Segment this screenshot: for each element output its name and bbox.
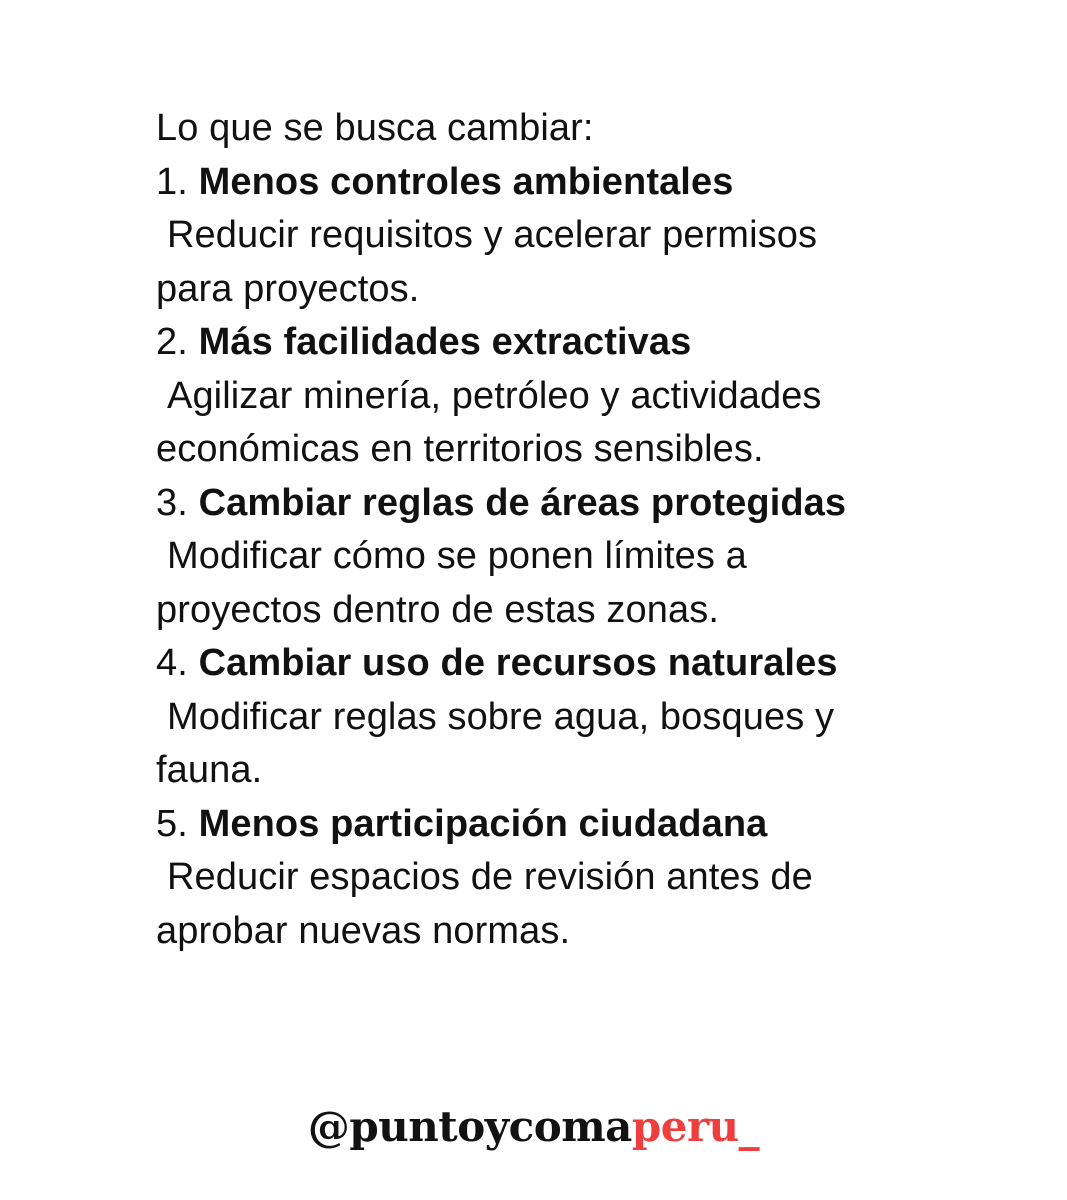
item-number: 1. — [156, 160, 188, 203]
item-description: Modificar cómo se ponen límites a — [167, 535, 747, 577]
item-title: Menos controles ambientales — [198, 160, 734, 203]
item-heading — [156, 156, 1016, 210]
item-heading — [156, 637, 1016, 691]
item-title: Cambiar uso de recursos naturales — [198, 642, 838, 684]
item-number: 2. — [156, 321, 188, 363]
list-item — [156, 477, 1016, 638]
item-description: Modificar reglas sobre agua, bosques y — [167, 695, 835, 738]
item-number: 3. — [156, 481, 188, 524]
list-item — [156, 798, 1016, 959]
post-text-block — [156, 102, 1016, 958]
item-description: proyectos dentro de estas zonas. — [156, 588, 719, 631]
account-handle-watermark — [0, 1099, 1067, 1155]
item-description: Reducir espacios de revisión antes de — [167, 856, 813, 898]
item-title: Cambiar reglas de áreas protegidas — [198, 481, 847, 524]
item-number: 5. — [156, 802, 188, 845]
intro-text: Lo que se busca cambiar: — [156, 107, 594, 149]
list-item — [156, 156, 1016, 317]
item-number: 4. — [156, 642, 188, 684]
item-description: aprobar nuevas normas. — [156, 909, 571, 952]
watermark-accent: peru_ — [631, 1102, 760, 1151]
item-description: económicas en territorios sensibles. — [156, 428, 764, 470]
list-item — [156, 316, 1016, 477]
watermark-main: @puntoycoma — [307, 1102, 632, 1151]
item-description: Reducir requisitos y acelerar permisos — [167, 214, 818, 256]
item-description: fauna. — [156, 749, 263, 791]
item-heading — [156, 798, 1016, 852]
item-title: Menos participación ciudadana — [198, 802, 768, 845]
item-title: Más facilidades extractivas — [198, 321, 692, 363]
item-heading — [156, 316, 1016, 370]
item-heading — [156, 477, 1016, 531]
list-item — [156, 637, 1016, 798]
item-description: para proyectos. — [156, 267, 420, 310]
item-description: Agilizar minería, petróleo y actividades — [167, 374, 822, 417]
